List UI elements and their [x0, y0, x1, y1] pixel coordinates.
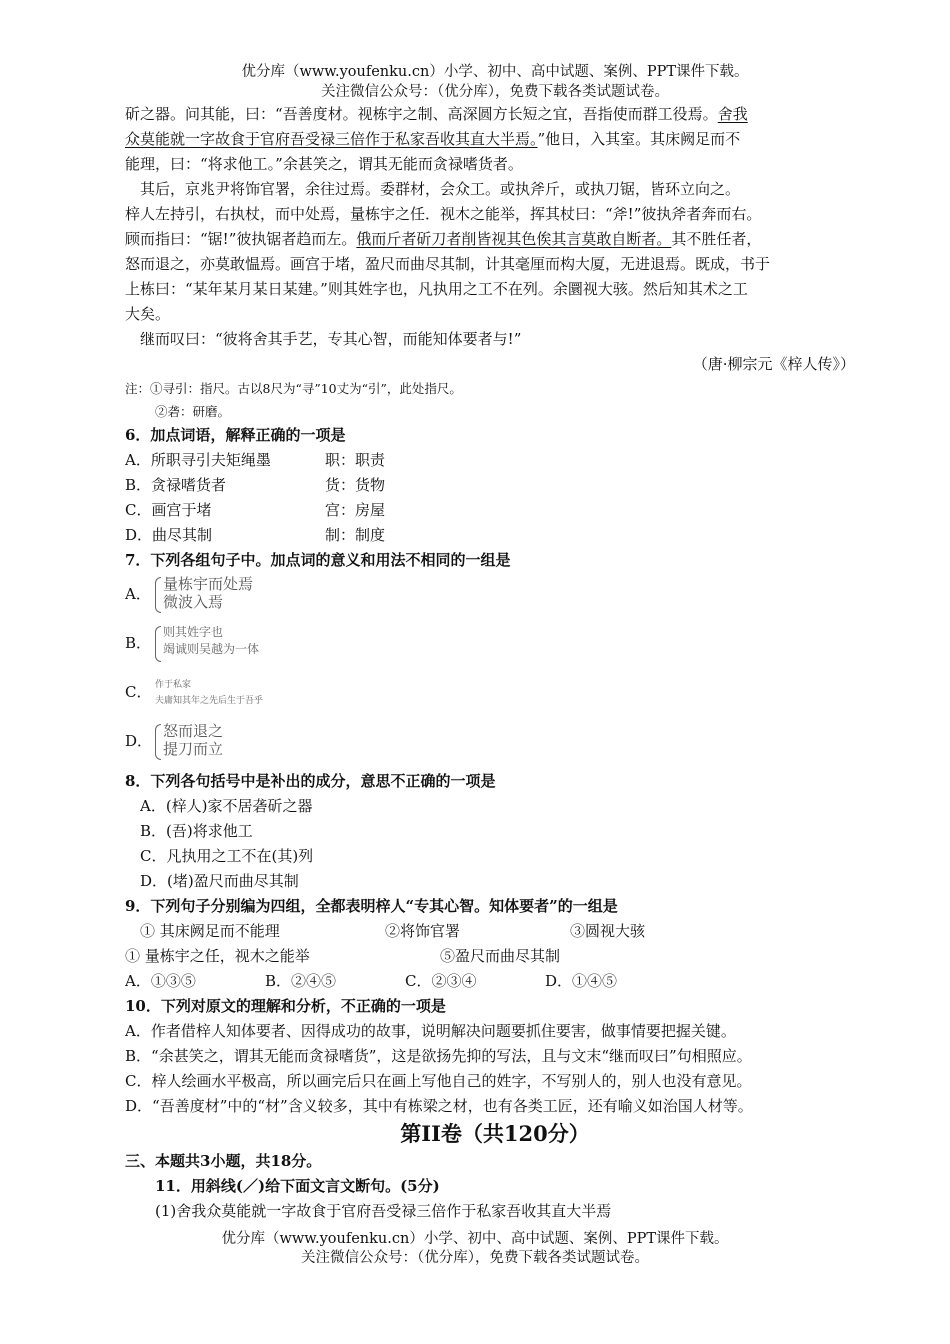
q6-option: D．曲尽其制 制：制度	[125, 526, 386, 544]
passage-line: 上栋曰：“某年某月某日某建。”则其姓字也，凡执用之工不在列。余圜视大骇。然后知其术之工	[125, 280, 748, 298]
q9-items-row: ① 其床阙足而不能理 ②将饰官署 ③圆视大骇	[140, 922, 646, 940]
section-3-heading: 三、本题共3小题，共18分。	[125, 1152, 322, 1170]
footer-line-2: 关注微信公众号：（优分库），免费下载各类试题试卷。	[301, 1250, 649, 1266]
part-2-title: 第II卷（共120分）	[400, 1121, 590, 1146]
q7-option-d: D． 怒而退之 提刀而立	[125, 722, 224, 758]
passage-line: 梓人左持引，右执杖，而中处焉，量栋宇之任．视木之能举，挥其杖曰：“斧!”彼执斧者奔而右。	[125, 205, 762, 223]
q8-option: C．凡执用之工不在(其)列	[140, 847, 314, 865]
passage-source: （唐·柳宗元《梓人传》）	[692, 355, 855, 373]
question-11-title: 11．用斜线(／)给下面文言文断句。(5分)	[155, 1177, 440, 1195]
q8-option: A．(梓人)家不居砻斫之器	[140, 797, 313, 815]
q7-option-c: C． 作于私家 夫庸知其年之先后生于吾乎	[125, 680, 264, 706]
brace-icon	[155, 577, 161, 613]
note-2: ②砻：研磨。	[155, 404, 231, 419]
q6-option: B．贪禄嗜货者 货：货物	[125, 476, 386, 494]
q9-answers: A．①③⑤ B．②④⑤ C．②③④ D．①④⑤	[125, 972, 618, 990]
question-11-item-1: (1)舍我众莫能就一字故食于官府吾受禄三倍作于私家吾收其直大半焉	[155, 1202, 612, 1220]
q6-option: C．画宫于堵 宫：房屋	[125, 501, 386, 519]
question-10-title: 10．下列对原文的理解和分析，不正确的一项是	[125, 997, 446, 1015]
question-7-title: 7．下列各组句子中。加点词的意义和用法不相同的一组是	[125, 551, 511, 569]
q7-option-b: B． 则其姓字也 竭诚则吴越为一体	[125, 622, 865, 671]
note-1: 注：①寻引：指尺。古以8尺为“寻”10丈为“引”，此处指尺。	[125, 381, 462, 396]
header-line-2: 关注微信公众号：（优分库），免费下载各类试题试卷。	[321, 84, 669, 100]
brace-icon	[155, 626, 161, 662]
passage-line: 众莫能就一字故食于官府吾受禄三倍作于私家吾收其直大半焉。”他日，入其室。其床阙足而不	[125, 130, 741, 148]
underlined-sentence: 众莫能就一字故食于官府吾受禄三倍作于私家吾收其直大半焉。	[125, 130, 538, 148]
document-page	[125, 62, 865, 1224]
q10-option: B．“余甚笑之，谓其无能而贪禄嗜货”，这是欲扬先抑的写法，且与文末“继而叹曰”句相照应。	[125, 1047, 752, 1065]
passage-line: 其后，京兆尹将饰官署，余往过焉。委群材，会众工。或执斧斤，或执刀锯，皆环立向之。	[140, 180, 741, 198]
passage-line: 大矣。	[125, 305, 171, 323]
passage-line: 继而叹曰：“彼将舍其手艺，专其心智，而能知体要者与!”	[140, 330, 522, 348]
q7-option-a: A． 量栋宇而处焉 微波入焉	[125, 575, 254, 611]
q6-option: A．所职寻引夫矩绳墨 职：职责	[125, 451, 386, 469]
footer	[0, 1230, 950, 1268]
passage-line: 顾而指曰：“锯!”彼执锯者趋而左。俄而斤者斫刀者削皆视其色俟其言莫敢自断者。其不胜任者，	[125, 230, 762, 248]
brace-icon	[155, 724, 161, 760]
passage-line: 能理，曰：“将求他工。”余甚笑之，谓其无能而贪禄嗜货者。	[125, 155, 523, 173]
question-9-title: 9．下列句子分别编为四组，全都表明梓人“专其心智。知体要者”的一组是	[125, 897, 618, 915]
underlined-sentence: 舍我	[717, 105, 748, 123]
question-6-title: 6．加点词语，解释正确的一项是	[125, 426, 346, 444]
passage-line: 怒而退之，亦莫敢愠焉。画宫于堵，盈尺而曲尽其制，计其毫厘而构大厦，无进退焉。既成，书于	[125, 255, 771, 273]
underlined-sentence: 俄而斤者斫刀者削皆视其色俟其言莫敢自断者。	[356, 230, 672, 248]
q8-option: D．(堵)盈尺而曲尽其制	[140, 872, 299, 890]
q9-items-row: ① 量栋宇之任，视木之能举 ⑤盈尺而曲尽其制	[125, 947, 561, 965]
q10-option: A．作者借梓人知体要者、因得成功的故事，说明解决问题要抓住要害，做事情要把握关键。	[125, 1022, 736, 1040]
q10-option: D．“吾善度材”中的“材”含义较多，其中有栋梁之材，也有各类工匠，还有喻义如治国人材等。	[125, 1097, 753, 1115]
q8-option: B．(吾)将求他工	[140, 822, 253, 840]
q10-option: C．梓人绘画水平极高，所以画完后只在画上写他自己的姓字，不写别人的，别人也没有意见。	[125, 1072, 752, 1090]
footer-line-1: 优分库（www.youfenku.cn）小学、初中、高中试题、案例、PPT课件下载。	[221, 1231, 729, 1247]
question-8-title: 8．下列各句括号中是补出的成分，意思不正确的一项是	[125, 772, 496, 790]
header-line-1: 优分库（www.youfenku.cn）小学、初中、高中试题、案例、PPT课件下载。	[241, 64, 749, 80]
passage-line: 斫之器。问其能，曰：“吾善度材。视栋宇之制、高深圆方长短之宜，吾指使而群工役焉。舍我	[125, 105, 748, 123]
